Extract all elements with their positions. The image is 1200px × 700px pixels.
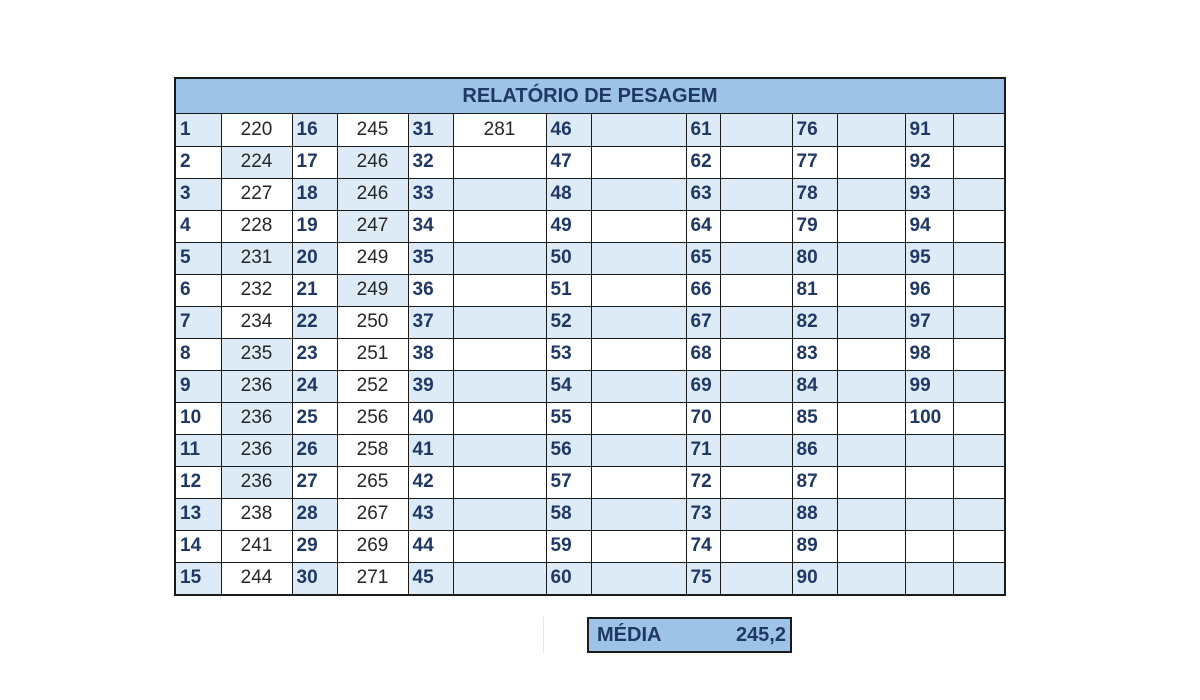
item-number: 3 bbox=[176, 178, 221, 210]
item-number: 69 bbox=[686, 370, 720, 402]
item-number: 99 bbox=[905, 370, 953, 402]
item-number: 26 bbox=[292, 434, 337, 466]
item-number: 6 bbox=[176, 274, 221, 306]
average-label: MÉDIA bbox=[597, 623, 662, 646]
weight-value bbox=[591, 562, 686, 594]
weight-value bbox=[953, 338, 1004, 370]
weight-value bbox=[953, 306, 1004, 338]
weight-value: 220 bbox=[221, 114, 292, 146]
weighing-report bbox=[174, 77, 1006, 596]
item-number: 81 bbox=[792, 274, 837, 306]
weight-value bbox=[837, 562, 905, 594]
weight-value bbox=[720, 530, 792, 562]
item-number: 17 bbox=[292, 146, 337, 178]
item-number: 63 bbox=[686, 178, 720, 210]
weight-value: 258 bbox=[337, 434, 408, 466]
item-number: 95 bbox=[905, 242, 953, 274]
weight-value bbox=[453, 370, 546, 402]
weight-value bbox=[953, 114, 1004, 146]
item-number: 42 bbox=[408, 466, 453, 498]
weight-value bbox=[953, 498, 1004, 530]
item-number: 87 bbox=[792, 466, 837, 498]
weight-value: 244 bbox=[221, 562, 292, 594]
weight-value bbox=[837, 210, 905, 242]
average-value: 245,2 bbox=[735, 623, 786, 646]
weight-value bbox=[953, 146, 1004, 178]
weight-value bbox=[453, 402, 546, 434]
weight-value bbox=[591, 114, 686, 146]
weight-value bbox=[591, 370, 686, 402]
weight-value: 234 bbox=[221, 306, 292, 338]
weight-value bbox=[837, 530, 905, 562]
item-number: 57 bbox=[546, 466, 591, 498]
weight-value bbox=[591, 274, 686, 306]
item-number: 10 bbox=[176, 402, 221, 434]
table-row bbox=[176, 466, 1004, 498]
weight-value: 251 bbox=[337, 338, 408, 370]
weight-value: 269 bbox=[337, 530, 408, 562]
weight-value bbox=[720, 370, 792, 402]
item-number: 94 bbox=[905, 210, 953, 242]
item-number: 20 bbox=[292, 242, 337, 274]
weight-value: 249 bbox=[337, 274, 408, 306]
item-number: 89 bbox=[792, 530, 837, 562]
table-row bbox=[176, 242, 1004, 274]
item-number: 52 bbox=[546, 306, 591, 338]
item-number: 31 bbox=[408, 114, 453, 146]
item-number: 28 bbox=[292, 498, 337, 530]
weight-value bbox=[453, 146, 546, 178]
item-number: 83 bbox=[792, 338, 837, 370]
item-number: 82 bbox=[792, 306, 837, 338]
item-number: 39 bbox=[408, 370, 453, 402]
item-number: 27 bbox=[292, 466, 337, 498]
weight-value: 236 bbox=[221, 370, 292, 402]
weight-value bbox=[720, 338, 792, 370]
item-number: 7 bbox=[176, 306, 221, 338]
weight-value bbox=[720, 210, 792, 242]
item-number: 86 bbox=[792, 434, 837, 466]
table-row bbox=[176, 370, 1004, 402]
weight-value: 235 bbox=[221, 338, 292, 370]
item-number: 71 bbox=[686, 434, 720, 466]
item-number: 12 bbox=[176, 466, 221, 498]
weight-value bbox=[720, 274, 792, 306]
item-number bbox=[905, 530, 953, 562]
item-number: 45 bbox=[408, 562, 453, 594]
weight-value bbox=[837, 338, 905, 370]
weight-value: 228 bbox=[221, 210, 292, 242]
item-number: 93 bbox=[905, 178, 953, 210]
weight-value: 241 bbox=[221, 530, 292, 562]
item-number: 35 bbox=[408, 242, 453, 274]
table-row bbox=[176, 434, 1004, 466]
weight-value: 265 bbox=[337, 466, 408, 498]
item-number: 4 bbox=[176, 210, 221, 242]
item-number: 75 bbox=[686, 562, 720, 594]
weight-value bbox=[720, 434, 792, 466]
item-number: 62 bbox=[686, 146, 720, 178]
weight-value bbox=[591, 530, 686, 562]
item-number: 80 bbox=[792, 242, 837, 274]
weight-value: 252 bbox=[337, 370, 408, 402]
weight-value: 236 bbox=[221, 434, 292, 466]
table-row bbox=[176, 210, 1004, 242]
weight-value bbox=[837, 114, 905, 146]
item-number: 91 bbox=[905, 114, 953, 146]
weight-value bbox=[720, 242, 792, 274]
table-row bbox=[176, 274, 1004, 306]
table-row bbox=[176, 530, 1004, 562]
weight-value bbox=[591, 306, 686, 338]
weight-value: 238 bbox=[221, 498, 292, 530]
weight-value: 236 bbox=[221, 402, 292, 434]
item-number: 33 bbox=[408, 178, 453, 210]
item-number: 16 bbox=[292, 114, 337, 146]
weight-value: 232 bbox=[221, 274, 292, 306]
item-number: 76 bbox=[792, 114, 837, 146]
item-number: 25 bbox=[292, 402, 337, 434]
weight-value bbox=[837, 274, 905, 306]
weight-value bbox=[453, 338, 546, 370]
report-title: RELATÓRIO DE PESAGEM bbox=[176, 79, 1004, 114]
weight-value bbox=[591, 178, 686, 210]
item-number: 36 bbox=[408, 274, 453, 306]
item-number: 92 bbox=[905, 146, 953, 178]
table-row bbox=[176, 146, 1004, 178]
item-number: 97 bbox=[905, 306, 953, 338]
weight-value bbox=[720, 306, 792, 338]
item-number: 68 bbox=[686, 338, 720, 370]
weight-value: 224 bbox=[221, 146, 292, 178]
item-number: 14 bbox=[176, 530, 221, 562]
weight-value bbox=[591, 466, 686, 498]
weight-value bbox=[837, 370, 905, 402]
item-number: 88 bbox=[792, 498, 837, 530]
weight-value bbox=[591, 402, 686, 434]
weight-value: 249 bbox=[337, 242, 408, 274]
item-number: 5 bbox=[176, 242, 221, 274]
weight-value bbox=[591, 434, 686, 466]
item-number: 23 bbox=[292, 338, 337, 370]
weight-value bbox=[591, 146, 686, 178]
item-number: 38 bbox=[408, 338, 453, 370]
item-number: 22 bbox=[292, 306, 337, 338]
item-number: 56 bbox=[546, 434, 591, 466]
weight-value: 246 bbox=[337, 178, 408, 210]
item-number: 78 bbox=[792, 178, 837, 210]
weighing-table bbox=[176, 114, 1004, 594]
item-number: 96 bbox=[905, 274, 953, 306]
weight-value: 250 bbox=[337, 306, 408, 338]
item-number: 34 bbox=[408, 210, 453, 242]
item-number bbox=[905, 466, 953, 498]
item-number: 21 bbox=[292, 274, 337, 306]
weight-value bbox=[453, 434, 546, 466]
weight-value: 227 bbox=[221, 178, 292, 210]
item-number: 50 bbox=[546, 242, 591, 274]
item-number: 98 bbox=[905, 338, 953, 370]
weight-value: 236 bbox=[221, 466, 292, 498]
weight-value bbox=[837, 466, 905, 498]
item-number: 43 bbox=[408, 498, 453, 530]
weight-value bbox=[453, 562, 546, 594]
item-number: 30 bbox=[292, 562, 337, 594]
item-number: 55 bbox=[546, 402, 591, 434]
weight-value bbox=[591, 338, 686, 370]
item-number: 79 bbox=[792, 210, 837, 242]
item-number: 11 bbox=[176, 434, 221, 466]
table-row bbox=[176, 178, 1004, 210]
weight-value bbox=[837, 402, 905, 434]
column-guide-line bbox=[543, 617, 544, 653]
item-number: 40 bbox=[408, 402, 453, 434]
weight-value bbox=[837, 434, 905, 466]
item-number: 18 bbox=[292, 178, 337, 210]
item-number: 85 bbox=[792, 402, 837, 434]
weight-value bbox=[837, 178, 905, 210]
weight-value: 246 bbox=[337, 146, 408, 178]
weight-value bbox=[453, 242, 546, 274]
item-number: 48 bbox=[546, 178, 591, 210]
weight-value: 271 bbox=[337, 562, 408, 594]
table-row bbox=[176, 498, 1004, 530]
item-number: 8 bbox=[176, 338, 221, 370]
weight-value bbox=[591, 498, 686, 530]
weight-value bbox=[953, 210, 1004, 242]
item-number: 70 bbox=[686, 402, 720, 434]
item-number: 32 bbox=[408, 146, 453, 178]
weight-value bbox=[453, 466, 546, 498]
item-number: 29 bbox=[292, 530, 337, 562]
item-number: 73 bbox=[686, 498, 720, 530]
item-number: 65 bbox=[686, 242, 720, 274]
weight-value bbox=[720, 178, 792, 210]
weight-value bbox=[837, 306, 905, 338]
weight-value bbox=[720, 114, 792, 146]
item-number: 44 bbox=[408, 530, 453, 562]
item-number: 19 bbox=[292, 210, 337, 242]
item-number: 47 bbox=[546, 146, 591, 178]
weight-value bbox=[953, 274, 1004, 306]
weight-value bbox=[453, 498, 546, 530]
weight-value bbox=[720, 562, 792, 594]
weight-value bbox=[720, 466, 792, 498]
item-number: 9 bbox=[176, 370, 221, 402]
item-number: 53 bbox=[546, 338, 591, 370]
item-number: 100 bbox=[905, 402, 953, 434]
weight-value: 245 bbox=[337, 114, 408, 146]
item-number: 51 bbox=[546, 274, 591, 306]
item-number: 59 bbox=[546, 530, 591, 562]
item-number: 1 bbox=[176, 114, 221, 146]
item-number: 46 bbox=[546, 114, 591, 146]
item-number: 2 bbox=[176, 146, 221, 178]
weight-value bbox=[837, 242, 905, 274]
weight-value bbox=[453, 530, 546, 562]
item-number: 58 bbox=[546, 498, 591, 530]
weight-value bbox=[453, 274, 546, 306]
weight-value bbox=[953, 530, 1004, 562]
weight-value bbox=[720, 498, 792, 530]
item-number: 74 bbox=[686, 530, 720, 562]
weight-value: 247 bbox=[337, 210, 408, 242]
item-number: 24 bbox=[292, 370, 337, 402]
item-number bbox=[905, 434, 953, 466]
weight-value bbox=[953, 370, 1004, 402]
item-number: 64 bbox=[686, 210, 720, 242]
weight-value bbox=[953, 466, 1004, 498]
item-number: 13 bbox=[176, 498, 221, 530]
item-number: 15 bbox=[176, 562, 221, 594]
average-box bbox=[587, 617, 792, 653]
weight-value bbox=[591, 210, 686, 242]
table-row bbox=[176, 402, 1004, 434]
item-number: 66 bbox=[686, 274, 720, 306]
item-number: 67 bbox=[686, 306, 720, 338]
item-number: 61 bbox=[686, 114, 720, 146]
table-row bbox=[176, 306, 1004, 338]
weight-value bbox=[453, 306, 546, 338]
weight-value bbox=[953, 434, 1004, 466]
item-number: 37 bbox=[408, 306, 453, 338]
table-row bbox=[176, 338, 1004, 370]
item-number bbox=[905, 498, 953, 530]
weight-value bbox=[591, 242, 686, 274]
item-number: 41 bbox=[408, 434, 453, 466]
item-number: 49 bbox=[546, 210, 591, 242]
weight-value bbox=[837, 498, 905, 530]
table-row bbox=[176, 114, 1004, 146]
item-number: 77 bbox=[792, 146, 837, 178]
item-number: 84 bbox=[792, 370, 837, 402]
item-number: 60 bbox=[546, 562, 591, 594]
weight-value bbox=[720, 402, 792, 434]
item-number bbox=[905, 562, 953, 594]
weight-value bbox=[953, 242, 1004, 274]
weight-value bbox=[453, 178, 546, 210]
weight-value bbox=[720, 146, 792, 178]
weight-value bbox=[837, 146, 905, 178]
item-number: 54 bbox=[546, 370, 591, 402]
weight-value bbox=[953, 402, 1004, 434]
weight-value bbox=[453, 210, 546, 242]
item-number: 90 bbox=[792, 562, 837, 594]
weight-value bbox=[953, 562, 1004, 594]
table-row bbox=[176, 562, 1004, 594]
weight-value bbox=[953, 178, 1004, 210]
weight-value: 281 bbox=[453, 114, 546, 146]
weight-value: 231 bbox=[221, 242, 292, 274]
item-number: 72 bbox=[686, 466, 720, 498]
weight-value: 267 bbox=[337, 498, 408, 530]
weight-value: 256 bbox=[337, 402, 408, 434]
